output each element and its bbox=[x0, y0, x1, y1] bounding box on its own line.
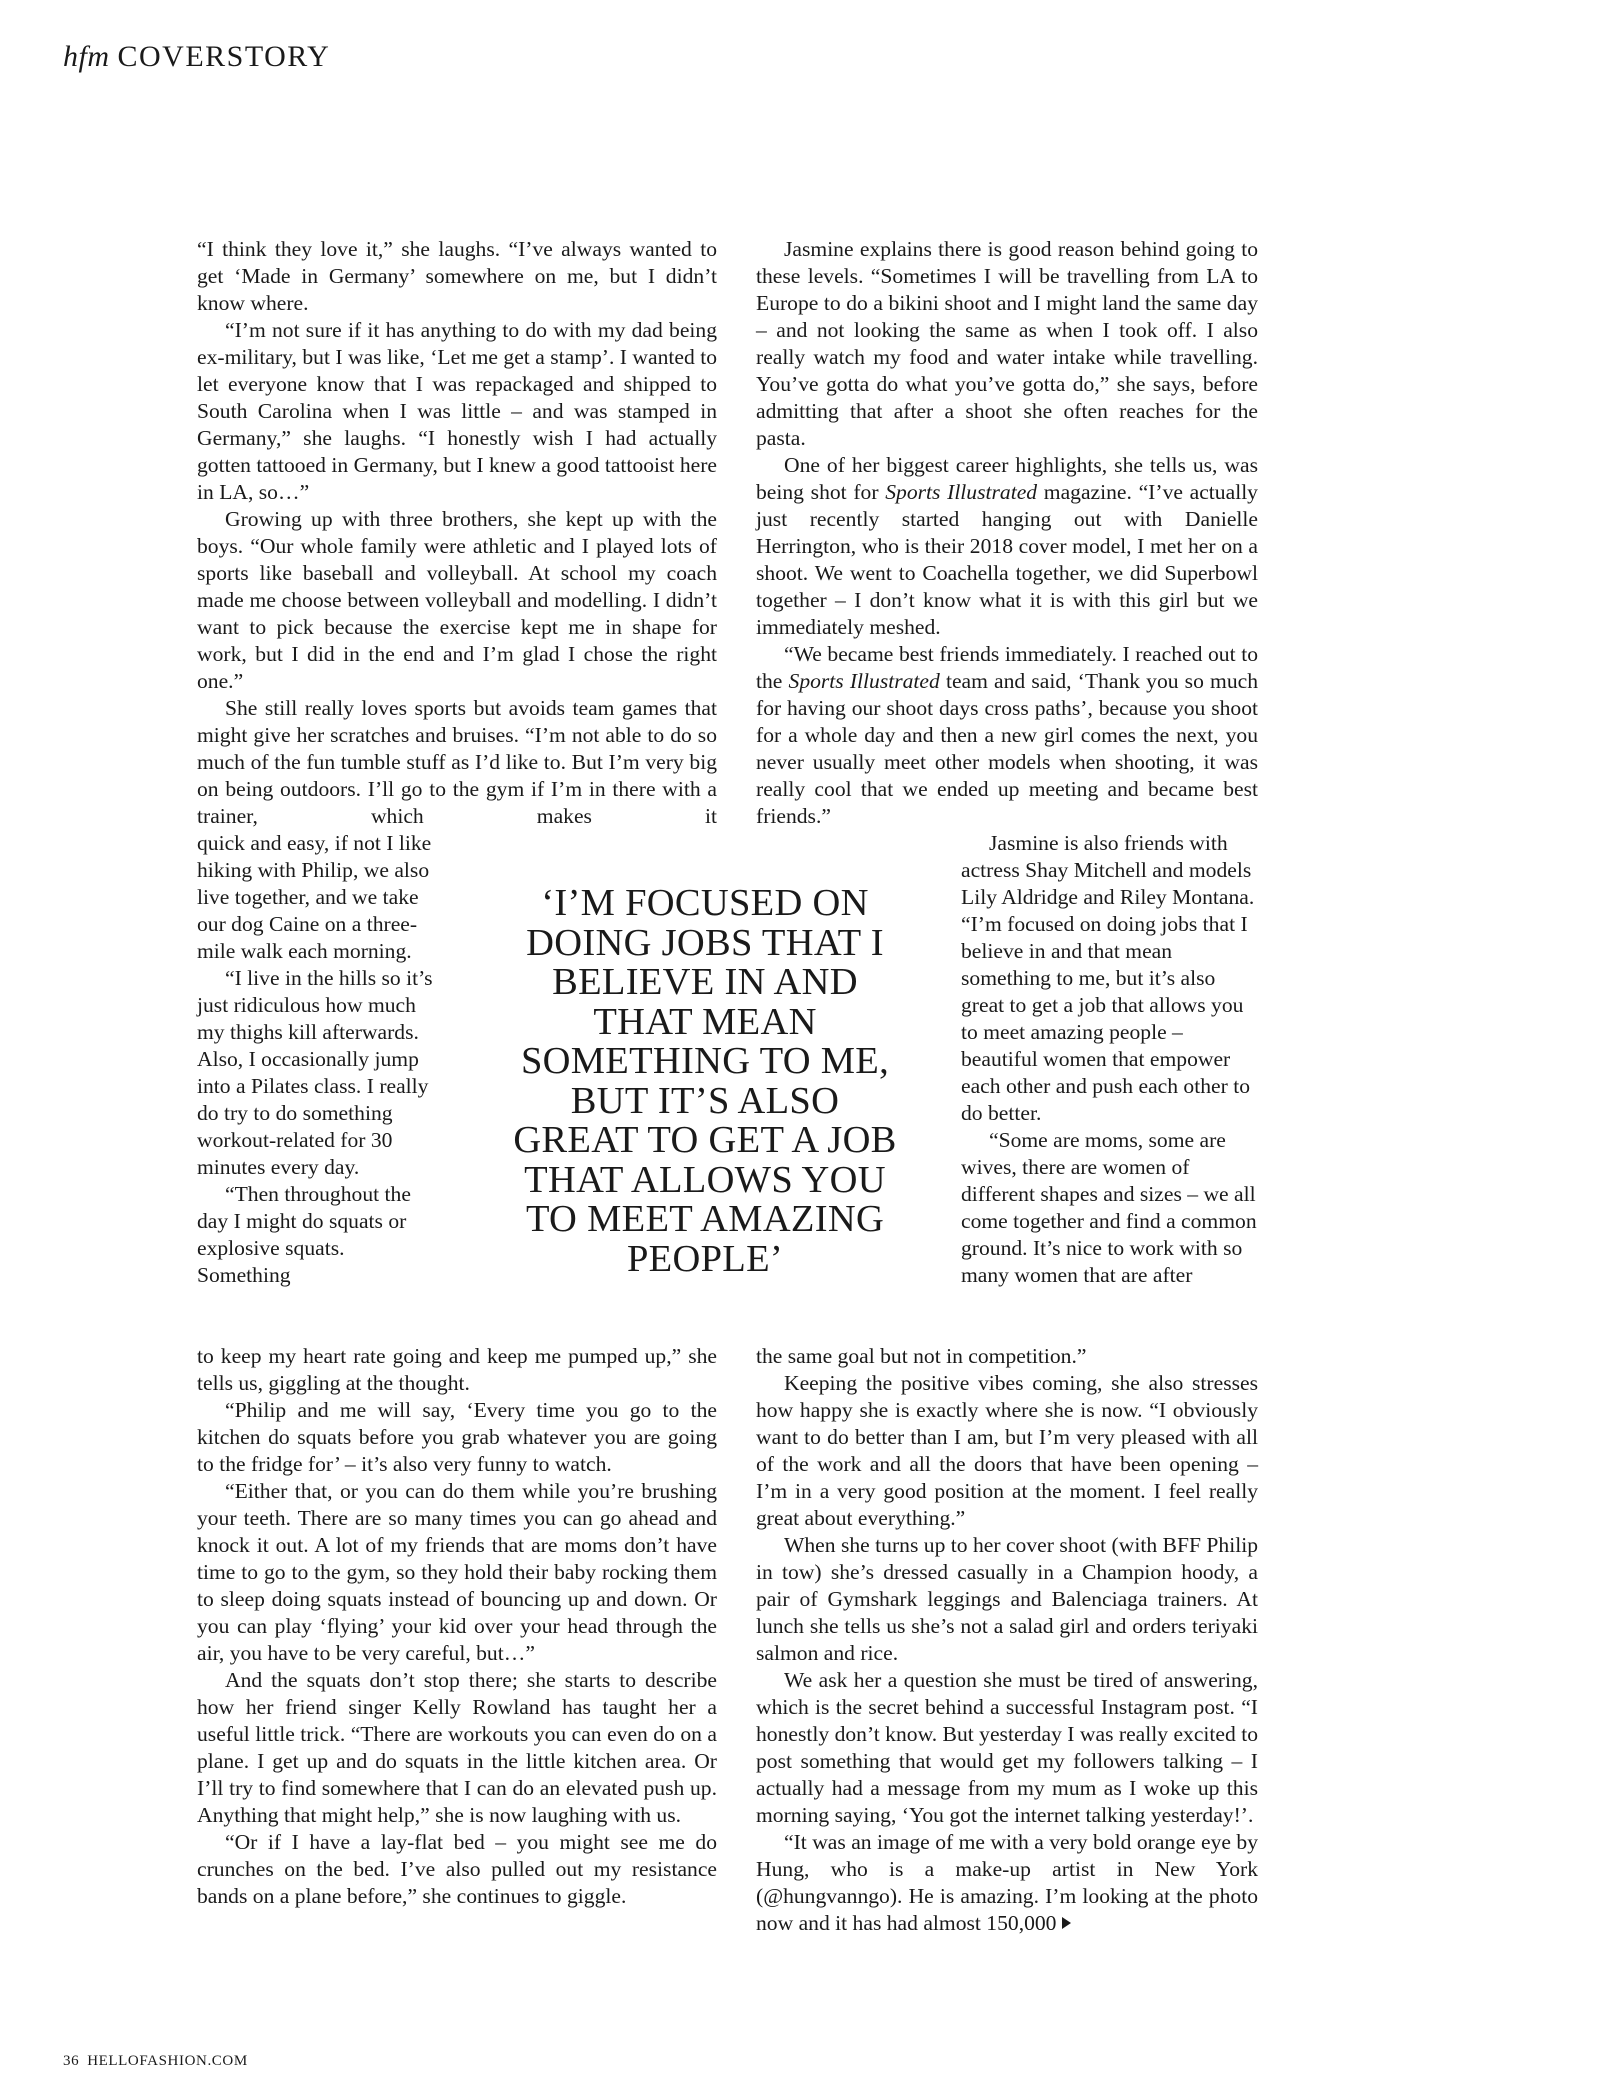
magazine-brand: hfm bbox=[63, 40, 110, 73]
paragraph: “Philip and me will say, ‘Every time you go to the kitchen do squats before you grab whatever you are going to the fridge for’ – it’s also very funny to watch. bbox=[197, 1398, 717, 1476]
continue-arrow-icon bbox=[1062, 1917, 1071, 1929]
column-right-top bbox=[756, 236, 1258, 830]
page-number: 36 bbox=[63, 2053, 80, 2069]
column-left-top bbox=[197, 236, 717, 830]
pull-quote: ‘I’M FOCUSED ON DOING JOBS THAT I BELIEVE IN AND THAT MEAN SOMETHING TO ME, BUT IT’S ALSO GREAT TO GET A JOB THAT ALLOWS YOU TO MEET AMAZING PEOPLE’ bbox=[513, 882, 897, 1280]
paragraph: to keep my heart rate going and keep me pumped up,” she tells us, giggling at the thought. bbox=[197, 1344, 717, 1395]
paragraph: quick and easy, if not I like hiking with Philip, we also live together, and we take our dog Caine on a three-mile walk each morning. bbox=[197, 831, 432, 963]
text-run: “It was an image of me with a very bold orange eye by Hung, who is a make-up artist in New York (@hungvanngo). He is amazing. I’m looking at the photo now and it has had almost 150,000 bbox=[756, 1830, 1258, 1935]
text-run: One of her biggest career highlights, she tells us, was being shot for bbox=[756, 453, 1258, 504]
paragraph: “I’m not sure if it has anything to do with my dad being ex-military, but I was like, ‘Let me get a stamp’. I wanted to let everyone know that I was repackaged and shipped to South Carolina when I was little – and was stamped in Germany,” she laughs. “I honestly wish I had actually gotten tattooed in Germany, but I knew a good tattooist here in LA, so…” bbox=[197, 318, 717, 504]
text-run: magazine. “I’ve actually just recently started hanging out with Danielle Herrington, who is their 2018 cover model, I met her on a shoot. We went to Coachella together, we did Superbowl together – I don’t know what it is with this girl but we immediately meshed. bbox=[756, 480, 1258, 639]
paragraph bbox=[756, 452, 1258, 641]
column-right-bottom bbox=[756, 1343, 1258, 1937]
page-footer bbox=[63, 2053, 248, 2070]
paragraph: When she turns up to her cover shoot (with BFF Philip in tow) she’s dressed casually in a Champion hoody, a pair of Gymshark leggings and Balenciaga trainers. At lunch she tells us she’s not a salad girl and orders teriyaki salmon and rice. bbox=[756, 1533, 1258, 1665]
paragraph: “Some are moms, some are wives, there are women of different shapes and sizes – we all come together and find a common ground. It’s nice to work with so many women that are after bbox=[961, 1128, 1257, 1287]
page-header bbox=[63, 40, 330, 74]
website: HELLOFASHION.COM bbox=[87, 2053, 248, 2069]
paragraph bbox=[756, 641, 1258, 830]
paragraph: Keeping the positive vibes coming, she also stresses how happy she is exactly where she is now. “I obviously want to do better than I am, but I’m very pleased with all of the work and all the doors that have been opening – I’m in a very good position at the moment. I feel really great about everything.” bbox=[756, 1371, 1258, 1530]
paragraph: “Or if I have a lay-flat bed – you might see me do crunches on the bed. I’ve also pulled out my resistance bands on a plane before,” she continues to giggle. bbox=[197, 1830, 717, 1908]
paragraph: Jasmine explains there is good reason behind going to these levels. “Sometimes I will be travelling from LA to Europe to do a bikini shoot and I might land the same day – and not looking the same as when I took off. I also really watch my food and water intake while travelling. You’ve gotta do what you’ve gotta do,” she says, before admitting that after a shoot she often reaches for the pasta. bbox=[756, 237, 1258, 450]
column-left-bottom bbox=[197, 1343, 717, 1910]
paragraph: Jasmine is also friends with actress Shay Mitchell and models Lily Aldridge and Riley Montana. “I’m focused on doing jobs that I believe in and that mean something to me, but it’s also great to get a job that allows you to meet amazing people – beautiful women that empower each other and push each other to do better. bbox=[961, 831, 1255, 1125]
paragraph bbox=[756, 1829, 1258, 1937]
paragraph: “Either that, or you can do them while you’re brushing your teeth. There are so many times you can go ahead and knock it out. A lot of my friends that are moms don’t have time to go to the gym, so they hold their baby rocking them to sleep doing squats instead of bouncing up and down. Or you can play ‘flying’ your kid over your head through the air, you have to be very careful, but…” bbox=[197, 1479, 717, 1665]
magazine-name: Sports Illustrated bbox=[885, 480, 1038, 504]
paragraph: “I live in the hills so it’s just ridiculous how much my thighs kill afterwards. Also, I occasionally jump into a Pilates class. I really do try to do something workout-related for 30 minutes every day. bbox=[197, 966, 433, 1179]
paragraph: the same goal but not in competition.” bbox=[756, 1344, 1087, 1368]
paragraph: She still really loves sports but avoids team games that might give her scratches and bruises. “I’m not able to do so much of the fun tumble stuff as I’d like to. But I’m very big on being outdoors. I’ll go to the gym if I’m in there with a trainer, which makes it bbox=[197, 696, 717, 828]
magazine-name: Sports Illustrated bbox=[788, 669, 940, 693]
section-title: COVERSTORY bbox=[117, 40, 331, 73]
paragraph: And the squats don’t stop there; she starts to describe how her friend singer Kelly Rowland has taught her a useful little trick. “There are workouts you can even do on a plane. I get up and do squats in the little kitchen area. Or I’ll try to find somewhere that I can do an elevated push up. Anything that might help,” she is now laughing with us. bbox=[197, 1668, 717, 1827]
column-left-narrow bbox=[197, 830, 437, 1289]
paragraph: Growing up with three brothers, she kept up with the boys. “Our whole family were athletic and I played lots of sports like baseball and volleyball. At school my coach made me choose between volleyball and modelling. I didn’t want to pick because the exercise kept me in shape for work, but I did in the end and I’m glad I chose the right one.” bbox=[197, 507, 717, 693]
text-run: team and said, ‘Thank you so much for having our shoot days cross paths’, because you shoot for a whole day and then a new girl comes the next, you never usually meet other models when shooting, it was really cool that we ended up meeting and became best friends.” bbox=[756, 669, 1258, 828]
paragraph: We ask her a question she must be tired of answering, which is the secret behind a successful Instagram post. “I honestly don’t know. But yesterday I was really excited to post something that would get my followers talking – I actually had a message from my mum as I woke up this morning saying, ‘You got the internet talking yesterday!’. bbox=[756, 1668, 1258, 1827]
paragraph: “Then throughout the day I might do squats or explosive squats. Something bbox=[197, 1182, 411, 1287]
text-run: “We became best friends immediately. I reached out to the bbox=[756, 642, 1258, 693]
column-right-narrow bbox=[961, 830, 1258, 1289]
paragraph: “I think they love it,” she laughs. “I’ve always wanted to get ‘Made in Germany’ somewhere on me, but I didn’t know where. bbox=[197, 237, 717, 315]
